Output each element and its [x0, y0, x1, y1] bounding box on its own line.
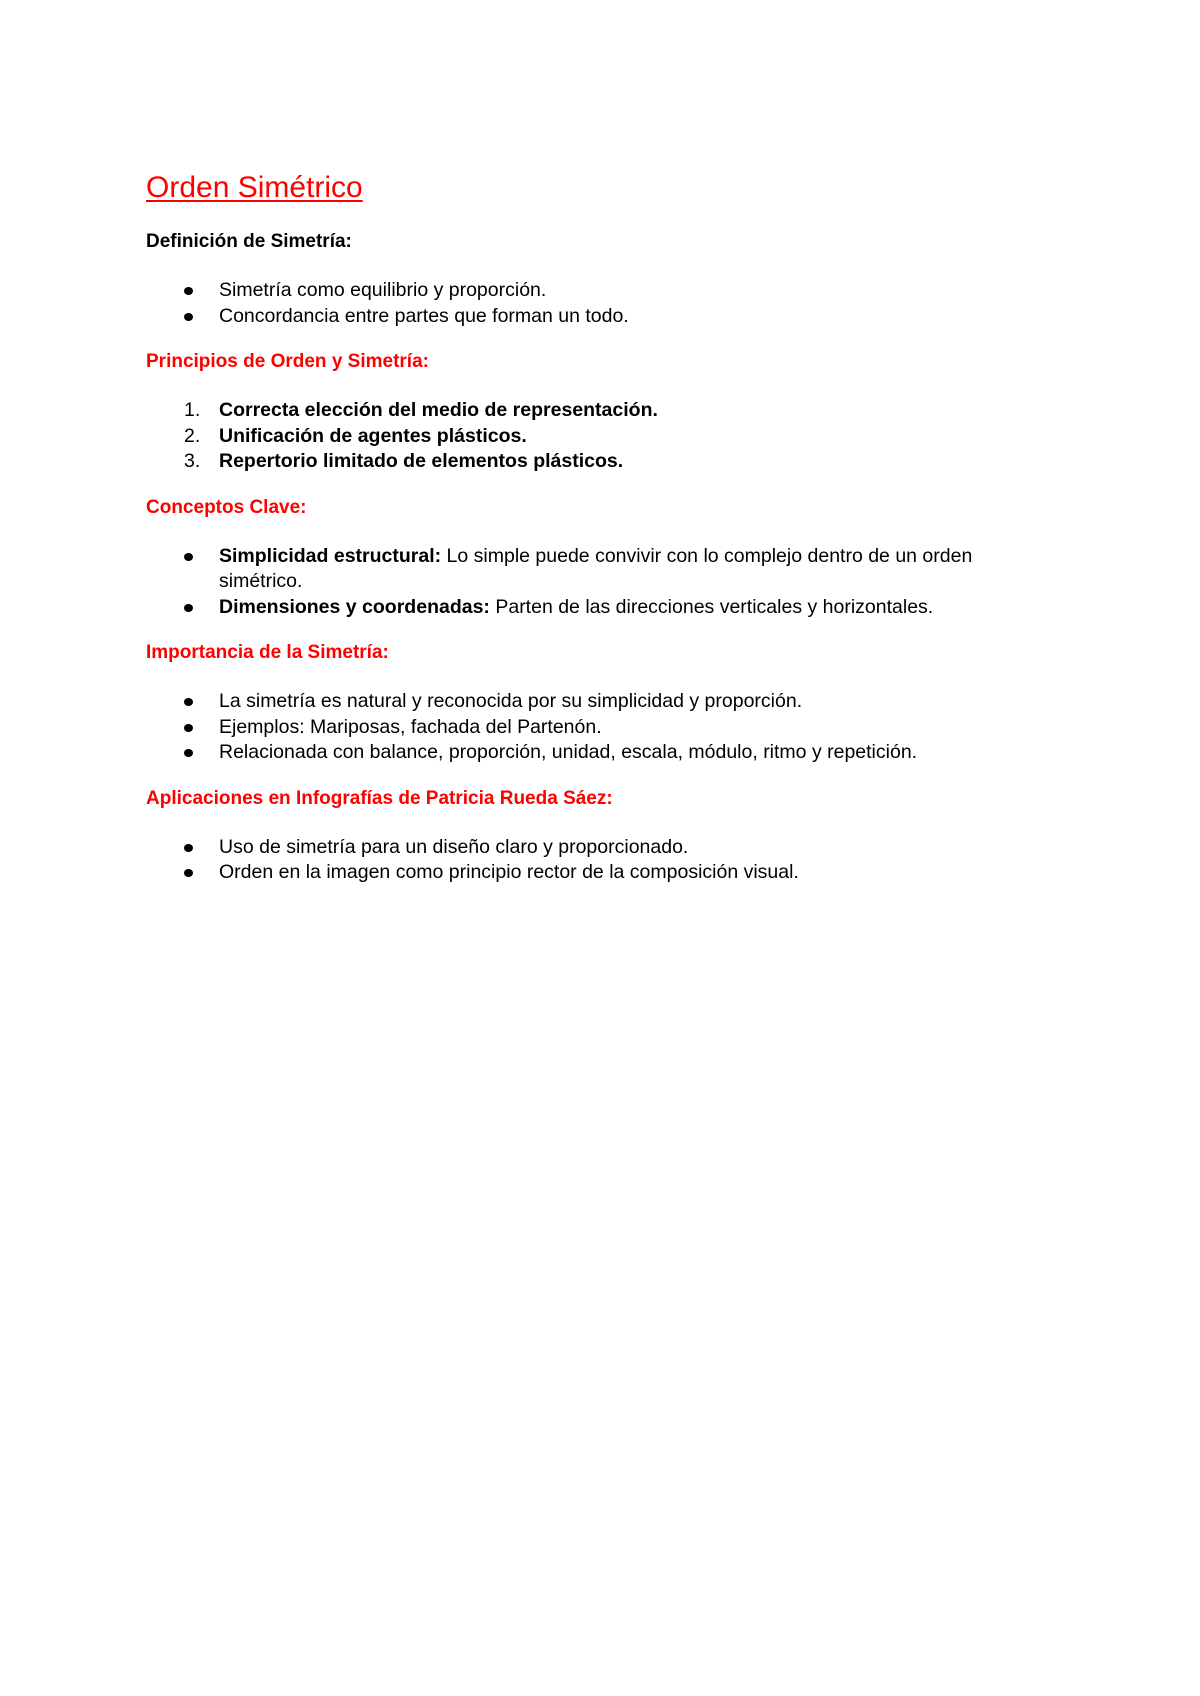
bullet-icon [184, 553, 193, 561]
bullet-list-importancia [146, 689, 1046, 766]
list-item [146, 304, 1046, 330]
list-item [146, 740, 1046, 766]
list-item [146, 860, 1046, 886]
list-item-text: Simetría como equilibrio y proporción. [219, 279, 547, 301]
bullet-icon [184, 604, 193, 612]
bullet-icon [184, 313, 193, 321]
section-heading-aplicaciones: Aplicaciones en Infografías de Patricia Rueda Sáez: [146, 787, 613, 809]
list-item-term: Dimensiones y coordenadas: [219, 595, 490, 618]
list-item-text: Ejemplos: Mariposas, fachada del Partenón. [219, 715, 602, 738]
bullet-icon [184, 869, 193, 877]
list-number: 2. [184, 424, 201, 447]
section-heading-definicion: Definición de Simetría: [146, 231, 352, 252]
list-item [146, 835, 1046, 861]
bullet-icon [184, 287, 193, 295]
list-item-term: Simplicidad estructural: [219, 544, 442, 567]
list-item-text: Parten de las direcciones verticales y horizontales. [489, 595, 934, 618]
list-number: 1. [184, 399, 201, 421]
list-item-text: Repertorio limitado de elementos plásticos. [219, 450, 624, 472]
list-item [146, 715, 1046, 741]
document-title: Orden Simétrico [146, 171, 363, 204]
list-item-text: Concordancia entre partes que forman un todo. [219, 304, 629, 327]
list-item-text: Relacionada con balance, proporción, unidad, escala, módulo, ritmo y repetición. [219, 741, 918, 763]
section-heading-importancia: Importancia de la Simetría: [146, 642, 389, 663]
list-item [146, 398, 1046, 424]
list-item-text: Unificación de agentes plásticos. [219, 424, 527, 447]
list-item [146, 544, 1046, 595]
list-item [146, 449, 1046, 475]
list-item [146, 424, 1046, 450]
bullet-list-aplicaciones [146, 835, 1046, 886]
list-item-text: Orden en la imagen como principio rector de la composición visual. [219, 861, 799, 883]
numbered-list-principios [146, 398, 1046, 475]
list-item-text: Lo simple puede convivir con lo complejo dentro de un orden simétrico. [219, 544, 973, 592]
bullet-icon [184, 749, 193, 757]
bullet-icon [184, 844, 193, 852]
list-item [146, 689, 1046, 715]
bullet-list-conceptos [146, 544, 1046, 621]
bullet-icon [184, 724, 193, 732]
list-item-text: Correcta elección del medio de representación. [219, 399, 658, 421]
bullet-icon [184, 698, 193, 706]
list-item-text: La simetría es natural y reconocida por su simplicidad y proporción. [219, 690, 803, 712]
list-item [146, 278, 1046, 304]
list-item [146, 595, 1046, 621]
list-number: 3. [184, 450, 201, 472]
section-heading-conceptos: Conceptos Clave: [146, 496, 307, 518]
section-heading-principios: Principios de Orden y Simetría: [146, 351, 429, 372]
document-content [146, 170, 1046, 886]
bullet-list-definicion [146, 278, 1046, 329]
list-item-text: Uso de simetría para un diseño claro y proporcionado. [219, 835, 689, 858]
